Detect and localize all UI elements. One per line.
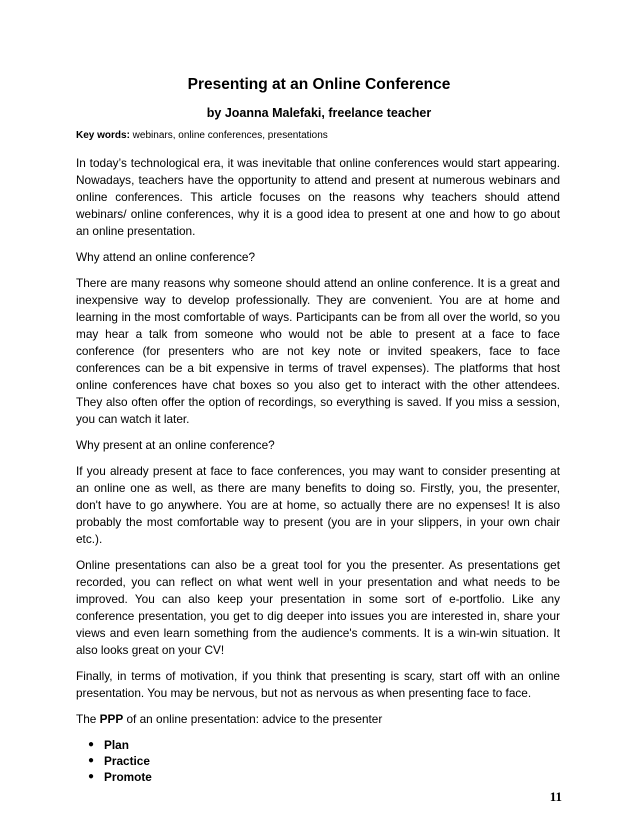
article-byline: by Joanna Malefaki, freelance teacher <box>206 106 432 120</box>
bullet-icon: ● <box>88 739 95 750</box>
ppp-bold: PPP <box>99 712 124 726</box>
list-item-plan <box>88 737 560 753</box>
ppp-prefix: The <box>76 712 100 726</box>
list-item-practice <box>88 753 560 769</box>
keywords-value: webinars, online conferences, presentations <box>129 130 328 141</box>
bullet-icon: ● <box>88 755 95 766</box>
list-item-promote <box>88 769 560 785</box>
list-item-label: Practice <box>104 754 150 768</box>
heading-why-attend: Why attend an online conference? <box>76 250 256 264</box>
attend-paragraph: There are many reasons why someone should attend an online conference. It is a great and inexpensive way to develop professionally. They are convenient. You are at home and learning in the most comfortable of ways. Participants can be from all over the world, so you may hear a talk from someone who would not be able to present at a face to face conference (for presenters who are not key note or invited speakers, face to face conferences can be a bit expensive in terms of travel expenses). The platforms that host online conferences have chat boxes so you also get to interact with the other attendees. They also often offer the option of recordings, so everything is saved. If you miss a session, you can watch it later. <box>76 276 560 426</box>
intro-paragraph: In today’s technological era, it was inevitable that online conferences would start appearing. Nowadays, teachers have the opportunity to attend and present at numerous webinars and online conferences. This article focuses on the reasons why teachers should attend webinars/ online conferences, why it is a good idea to present at one and how to go about an online presentation. <box>76 156 560 238</box>
keywords-label: Key words: <box>76 130 130 141</box>
finally-paragraph: Finally, in terms of motivation, if you think that presenting is scary, start off with an online presentation. You may be nervous, but not as nervous as when presenting face to face. <box>76 669 560 700</box>
article-title: Presenting at an Online Conference <box>187 76 451 93</box>
ppp-suffix: of an online presentation: advice to the presenter <box>123 712 383 726</box>
ppp-list <box>88 737 560 785</box>
heading-why-present: Why present at an online conference? <box>76 438 275 452</box>
article-body <box>76 129 560 785</box>
tool-paragraph: Online presentations can also be a great tool for you the presenter. As presentations get recorded, you can reflect on what went well in your presentation and what needs to be improved. You can also keep your presentation in some sort of e-portfolio. Like any conference presentation, you get to dig deeper into issues you are interested in, share your views and even learn something from the audience's comments. It is a win-win situation. It also looks great on your CV! <box>76 558 560 657</box>
list-item-label: Plan <box>104 738 129 752</box>
present-paragraph: If you already present at face to face conferences, you may want to consider presenting at an online one as well, as there are many benefits to doing so. Firstly, you, the presenter, don't have to go anywhere. You are at home, so actually there are no expenses! It is also probably the most comfortable way to present (you are in your slippers, in your own chair etc.). <box>76 464 560 546</box>
bullet-icon: ● <box>88 771 95 782</box>
keywords-line <box>76 129 560 143</box>
ppp-intro <box>76 711 560 728</box>
page-number: 11 <box>549 789 562 804</box>
list-item-label: Promote <box>104 770 152 784</box>
